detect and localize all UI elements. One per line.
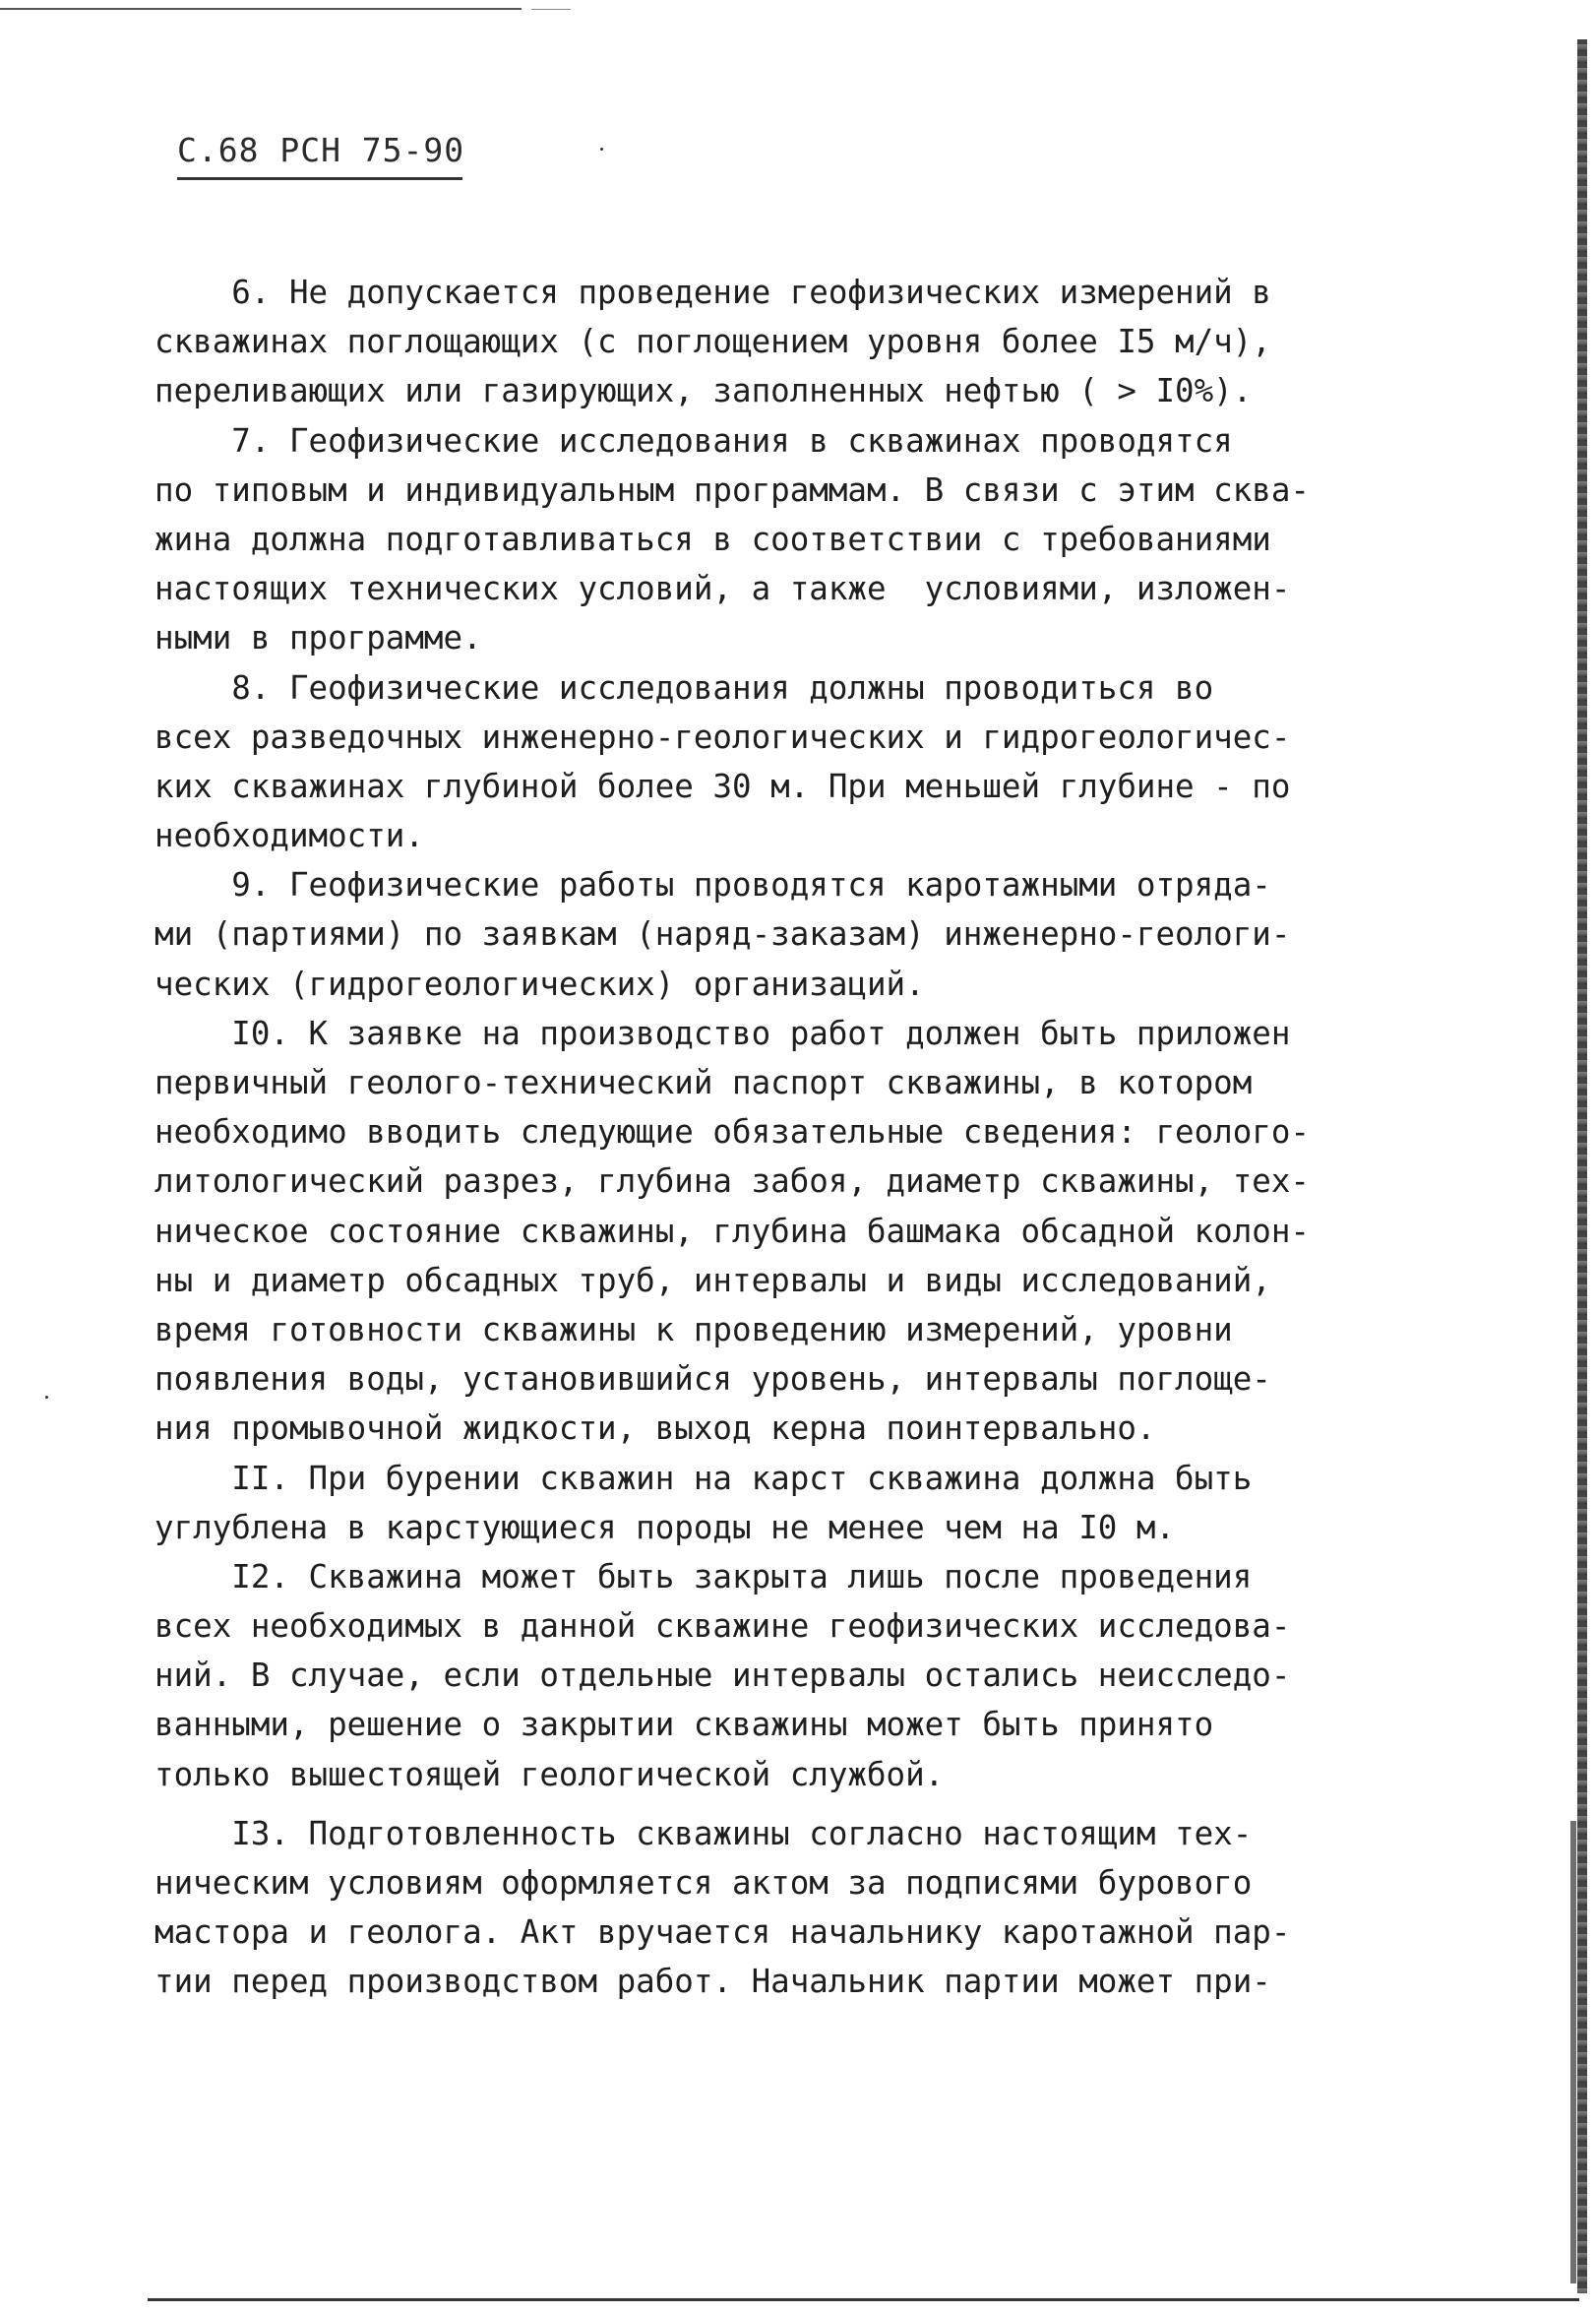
text-line: жина должна подготавливаться в соответствии с требованиями <box>154 520 1271 558</box>
paragraph-p12 <box>154 1552 1384 1799</box>
text-line: ными в программе. <box>154 619 482 657</box>
scan-artifact-top-line <box>0 8 522 10</box>
text-line: ми (партиями) по заявкам (наряд-заказам) инженерно-геологи- <box>154 915 1291 954</box>
header-underline <box>177 177 462 180</box>
text-line: всех необходимых в данной скважине геофизических исследова- <box>154 1607 1291 1646</box>
text-line: углублена в карстующиеся породы не менее чем на I0 м. <box>154 1508 1176 1546</box>
text-line: необходимости. <box>154 817 424 855</box>
text-line: переливающих или газирующих, заполненных нефтью ( > I0%). <box>154 372 1253 410</box>
text-line: 7. Геофизические исследования в скважинах проводятся <box>154 421 1233 460</box>
text-line: мастора и геолога. Акт вручается начальнику каротажной пар- <box>154 1913 1291 1952</box>
text-line: всех разведочных инженерно-геологических и гидрогеологичес- <box>154 718 1291 756</box>
text-line: ния промывочной жидкости, выход керна поинтервально. <box>154 1409 1156 1448</box>
paragraph-p10 <box>154 1009 1384 1454</box>
paragraph-p9 <box>154 860 1384 1009</box>
text-line: ническим условиям оформляется актом за подписями бурового <box>154 1864 1253 1902</box>
page-header: С.68 РСН 75-90 <box>177 131 465 169</box>
scan-speck <box>600 148 603 151</box>
text-line: ких скважинах глубиной более 30 м. При меньшей глубине - по <box>154 767 1291 805</box>
text-line: настоящих технических условий, а также условиями, изложен- <box>154 570 1291 608</box>
text-line: время готовности скважины к проведению измерений, уровни <box>154 1310 1233 1348</box>
text-line: только вышестоящей геологической службой. <box>154 1755 945 1793</box>
paragraph-p11 <box>154 1454 1384 1552</box>
text-line: скважинах поглощающих (с поглощением уровня более I5 м/ч), <box>154 323 1271 361</box>
text-line: 6. Не допускается проведение геофизических измерений в <box>154 274 1271 311</box>
text-line: ний. В случае, если отдельные интервалы остались неисследо- <box>154 1657 1291 1695</box>
paragraph-p13 <box>154 1809 1384 2007</box>
body-text <box>154 268 1384 2007</box>
scan-speck <box>45 1396 48 1399</box>
text-line: ческих (гидрогеологических) организаций. <box>154 965 925 1003</box>
text-line: литологический разрез, глубина забоя, диаметр скважины, тех- <box>154 1162 1310 1201</box>
text-line: ны и диаметр обсадных труб, интервалы и виды исследований, <box>154 1261 1271 1299</box>
text-line: по типовым и индивидуальным программам. В связи с этим сква- <box>154 470 1310 509</box>
paragraph-p8 <box>154 663 1384 861</box>
text-line: ванными, решение о закрытии скважины может быть принято <box>154 1706 1214 1744</box>
paragraph-gap <box>154 1799 1384 1809</box>
text-line: первичный геолого-технический паспорт скважины, в котором <box>154 1064 1253 1101</box>
text-line: необходимо вводить следующие обязательные сведения: геолого- <box>154 1113 1310 1152</box>
text-line: 8. Геофизические исследования должны проводиться во <box>154 668 1214 707</box>
scan-artifact-top-line-short <box>531 9 571 10</box>
paragraph-p6 <box>154 268 1384 416</box>
text-line: тии перед производством работ. Начальник партии может при- <box>154 1963 1271 2001</box>
scan-artifact-right-edge <box>1577 39 1587 2293</box>
text-line: ническое состояние скважины, глубина башмака обсадной колон- <box>154 1212 1310 1250</box>
text-line: 9. Геофизические работы проводятся каротажными отряда- <box>154 866 1271 905</box>
text-line: I2. Скважина может быть закрыта лишь после проведения <box>154 1557 1253 1595</box>
text-line: I3. Подготовленность скважины согласно настоящим тех- <box>154 1814 1253 1852</box>
scan-artifact-bottom-line <box>148 2298 1579 2301</box>
scan-artifact-right-edge-inner <box>1570 1821 1576 2283</box>
text-line: II. При бурении скважин на карст скважина должна быть <box>154 1459 1253 1497</box>
text-line: I0. К заявке на производство работ должен быть приложен <box>154 1014 1291 1052</box>
text-line: появления воды, установившийся уровень, интервалы поглоще- <box>154 1360 1271 1399</box>
paragraph-p7 <box>154 416 1384 663</box>
